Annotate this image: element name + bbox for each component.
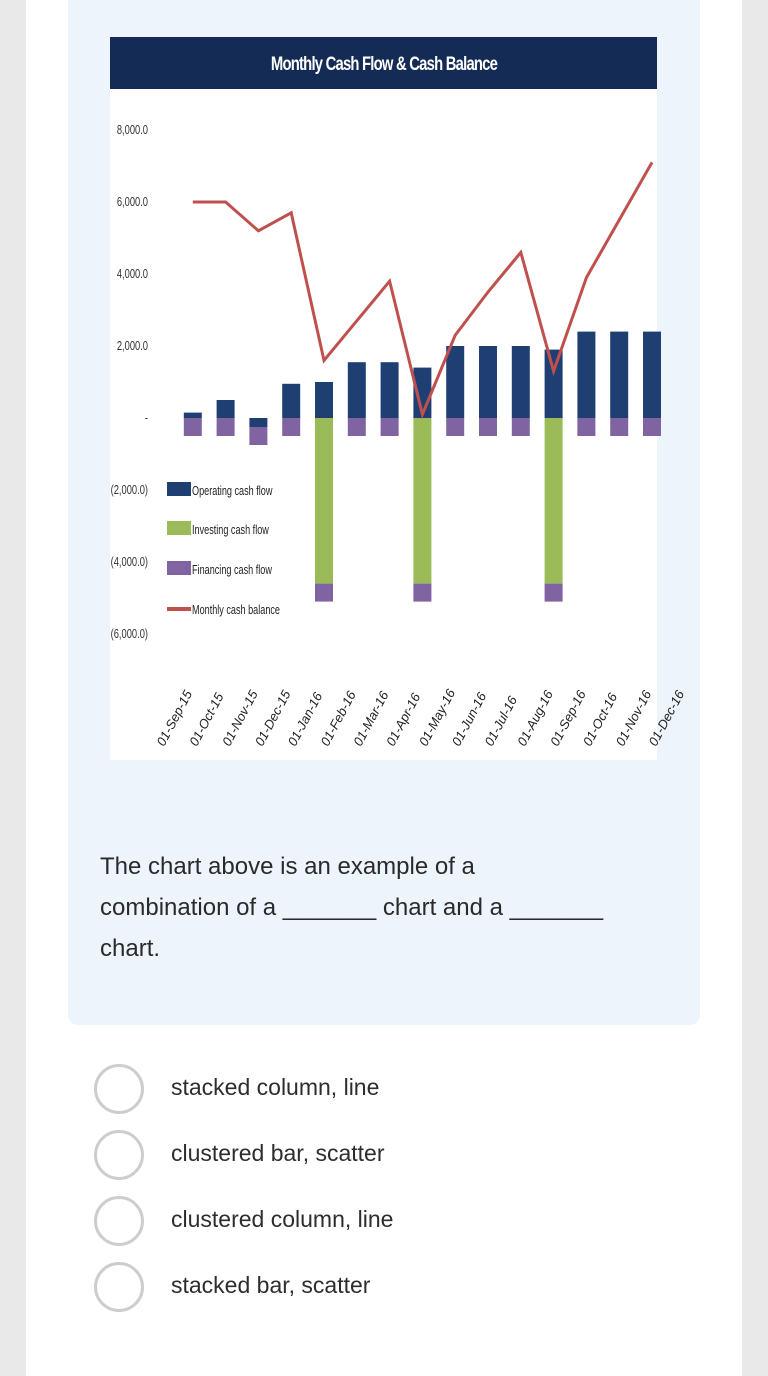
question-text [100,846,660,969]
y-tick-label: 8,000.0 [116,123,148,138]
financing-bar [217,418,235,436]
question-line-1: The chart above is an example of a [100,853,475,880]
financing-bar [577,418,595,436]
financing-bar [413,584,431,602]
x-tick-label: 01-Aug-16 [514,687,556,749]
x-tick-label: 01-Mar-16 [350,688,392,749]
chart-title-bar [110,37,657,89]
legend-swatch [167,561,191,575]
option-1[interactable] [94,1064,654,1120]
financing-bar [249,427,267,445]
y-tick-label: 4,000.0 [116,267,148,282]
financing-bar [643,418,661,436]
legend-label: Monthly cash balance [192,603,281,618]
financing-bar [512,418,530,436]
operating-bar [282,384,300,418]
y-tick-label: 2,000.0 [116,339,148,354]
option-label[interactable]: clustered bar, scatter [171,1140,385,1166]
operating-bar [446,346,464,418]
x-tick-label: 01-Dec-15 [251,687,294,749]
operating-bar [381,362,399,418]
operating-bar [249,418,267,427]
chart-image [110,37,688,760]
legend-swatch [167,482,191,496]
investing-bar [315,418,333,584]
option-2[interactable] [94,1130,654,1186]
cash-flow-chart [110,37,688,760]
operating-bar [545,350,563,418]
x-tick-label: 01-Nov-16 [612,687,655,749]
option-label[interactable]: stacked bar, scatter [171,1272,371,1298]
y-tick-label: (4,000.0) [110,555,148,570]
legend-swatch [167,521,191,535]
option-label[interactable]: clustered column, line [171,1206,394,1232]
operating-bar [217,400,235,418]
question-line-2: combination of a _______ chart and a _______ [100,894,604,921]
y-tick-label: (2,000.0) [110,483,148,498]
x-tick-label: 01-Oct-16 [579,690,621,749]
financing-bar [446,418,464,436]
x-tick-label: 01-Oct-15 [186,690,227,749]
financing-bar [545,584,563,602]
legend-label: Operating cash flow [192,484,273,499]
investing-bar [413,418,431,584]
x-tick-label: 01-Sep-16 [547,687,589,749]
radio-button[interactable] [94,1196,144,1246]
operating-bar [610,332,628,418]
financing-bar [282,418,300,436]
legend-label: Investing cash flow [192,523,269,538]
option-3[interactable] [94,1196,654,1252]
financing-bar [610,418,628,436]
operating-bar [512,346,530,418]
x-tick-label: 01-Dec-16 [645,687,688,749]
x-tick-label: 01-Nov-15 [219,687,261,749]
option-label[interactable]: stacked column, line [171,1074,380,1100]
operating-bar [643,332,661,418]
chart-title: Monthly Cash Flow & Cash Balance [270,54,497,75]
x-tick-label: 01-Jan-16 [284,689,326,749]
legend-swatch [167,607,191,611]
radio-button[interactable] [94,1064,144,1114]
operating-bar [184,413,202,418]
operating-bar [315,382,333,418]
operating-bar [479,346,497,418]
operating-bar [348,362,366,418]
y-tick-label: - [144,411,148,426]
x-tick-label: 01-May-16 [415,686,459,749]
operating-bar [577,332,595,418]
financing-bar [348,418,366,436]
financing-bar [184,418,202,436]
financing-bar [479,418,497,436]
x-tick-label: 01-Jun-16 [448,689,490,749]
radio-button[interactable] [94,1262,144,1312]
x-tick-label: 01-Jul-16 [481,693,521,749]
x-tick-label: 01-Apr-16 [383,690,424,749]
investing-bar [545,418,563,584]
radio-button[interactable] [94,1130,144,1180]
financing-bar [381,418,399,436]
option-4[interactable] [94,1262,654,1318]
y-tick-label: (6,000.0) [110,627,148,642]
question-line-3: chart. [100,935,161,962]
x-tick-label: 01-Feb-16 [317,688,359,749]
financing-bar [315,584,333,602]
legend-label: Financing cash flow [192,563,272,578]
x-tick-label: 01-Sep-15 [153,687,196,749]
y-tick-label: 6,000.0 [116,195,148,210]
